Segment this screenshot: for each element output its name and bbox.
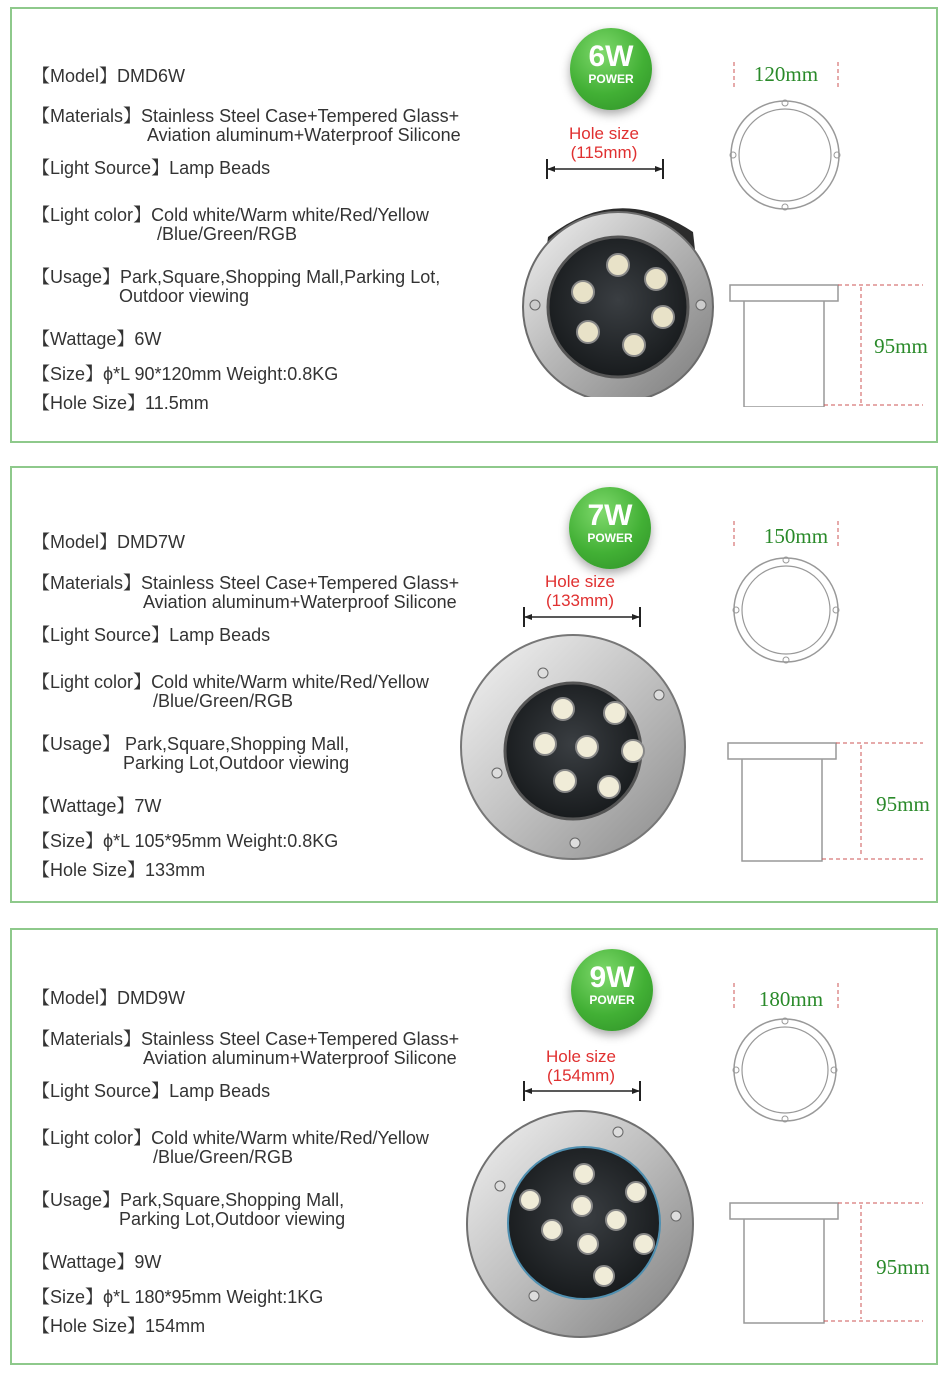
spec-size: 【Size】ϕ*L 180*95mm Weight:1KG [32, 1287, 324, 1307]
hole-dimension-line [521, 1079, 643, 1103]
spec-light-source: 【Light Source】Lamp Beads [32, 158, 271, 178]
svg-text:95mm: 95mm [876, 1255, 930, 1279]
dimension-diagram-6w [718, 57, 933, 407]
svg-text:150mm: 150mm [763, 524, 829, 548]
spec-light-source: 【Light Source】Lamp Beads [32, 625, 271, 645]
spec-wattage: 【Wattage】6W [32, 329, 162, 349]
spec-model: 【Model】DMD6W [32, 66, 186, 86]
hole-size-label: Hole size (115mm) [569, 124, 639, 162]
spec-model: 【Model】DMD7W [32, 532, 186, 552]
product-panel-6w [10, 7, 938, 443]
spec-wattage: 【Wattage】9W [32, 1252, 162, 1272]
spec-wattage: 【Wattage】7W [32, 796, 162, 816]
spec-hole-size: 【Hole Size】11.5mm [32, 393, 209, 413]
spec-materials: 【Materials】Stainless Steel Case+Tempered Glass+ Aviation aluminum+Waterproof Silicone [32, 573, 460, 612]
spec-materials: 【Materials】Stainless Steel Case+Tempered Glass+ Aviation aluminum+Waterproof Silicone [32, 1029, 460, 1068]
hole-dimension-line [521, 605, 643, 629]
spec-materials: 【Materials】Stainless Steel Case+Tempered Glass+ Aviation aluminum+Waterproof Silicone [32, 106, 461, 145]
lamp-photo-9w [464, 1108, 696, 1340]
hole-size-label: Hole size (133mm) [545, 572, 615, 610]
dimension-diagram-9w [718, 978, 933, 1328]
spec-size: 【Size】ϕ*L 105*95mm Weight:0.8KG [32, 831, 339, 851]
spec-light-color: 【Light color】Cold white/Warm white/Red/Yellow /Blue/Green/RGB [32, 1128, 429, 1167]
product-panel-7w [10, 466, 938, 903]
power-badge: 9W POWER [571, 949, 653, 1031]
spec-hole-size: 【Hole Size】154mm [32, 1316, 206, 1336]
spec-size: 【Size】ϕ*L 90*120mm Weight:0.8KG [32, 364, 339, 384]
spec-light-source: 【Light Source】Lamp Beads [32, 1081, 271, 1101]
svg-text:95mm: 95mm [874, 334, 928, 358]
product-panel-9w [10, 928, 938, 1365]
spec-hole-size: 【Hole Size】133mm [32, 860, 206, 880]
spec-light-color: 【Light color】Cold white/Warm white/Red/Yellow /Blue/Green/RGB [32, 672, 429, 711]
power-badge: 6W POWER [570, 28, 652, 110]
svg-text:180mm: 180mm [758, 987, 824, 1011]
spec-usage: 【Usage】 Park,Square,Shopping Mall, Parking Lot,Outdoor viewing [32, 734, 350, 773]
lamp-photo-7w [457, 631, 689, 863]
spec-model: 【Model】DMD9W [32, 988, 186, 1008]
spec-usage: 【Usage】Park,Square,Shopping Mall, Parking Lot,Outdoor viewing [32, 1190, 346, 1229]
dimension-diagram-7w [718, 516, 933, 866]
lamp-photo-6w [508, 187, 728, 397]
power-badge: 7W POWER [569, 487, 651, 569]
spec-usage: 【Usage】Park,Square,Shopping Mall,Parking Lot, Outdoor viewing [32, 267, 441, 306]
spec-light-color: 【Light color】Cold white/Warm white/Red/Yellow /Blue/Green/RGB [32, 205, 429, 244]
hole-size-label: Hole size (154mm) [546, 1047, 616, 1085]
hole-dimension-line [544, 157, 666, 181]
svg-text:120mm: 120mm [753, 62, 819, 86]
svg-text:95mm: 95mm [876, 792, 930, 816]
